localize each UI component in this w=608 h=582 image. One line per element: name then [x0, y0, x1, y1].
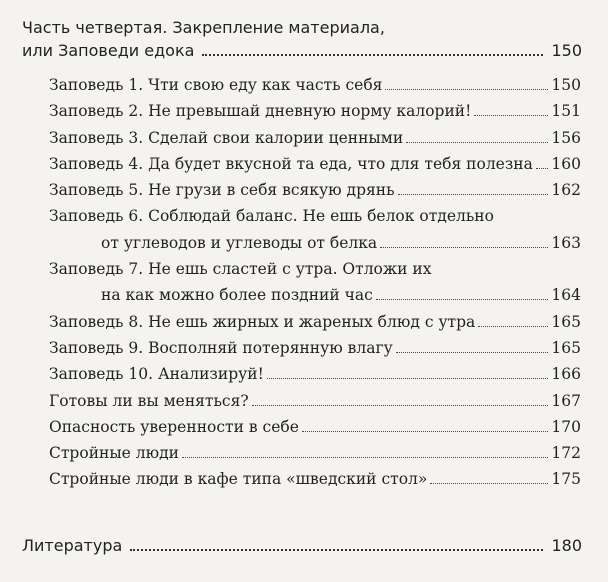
toc-entry-page-number: 172 — [551, 444, 581, 463]
toc-entry-row — [49, 440, 581, 466]
dot-leader — [202, 54, 543, 56]
toc-entry-text: Заповедь 10. Анализируй! — [49, 365, 264, 384]
toc-entry — [49, 256, 581, 309]
toc-entry — [49, 203, 581, 256]
toc-entry-row — [49, 125, 581, 151]
toc-entry-row — [49, 309, 581, 335]
dot-leader — [430, 483, 548, 484]
toc-entry-text: Заповедь 7. Не ешь сластей с утра. Отложи их — [49, 260, 432, 279]
part-title-row — [22, 39, 582, 62]
toc-entry-text: Стройные люди — [49, 444, 180, 463]
toc-entry-text: Заповедь 8. Не ешь жирных и жареных блюд с утра — [49, 312, 476, 331]
toc-entry — [49, 440, 581, 466]
toc-entry-text: Заповедь 1. Чти свою еду как часть себя — [49, 76, 383, 94]
part-title-line1: Часть четвертая. Закрепление материала, — [22, 18, 385, 37]
dot-leader — [406, 142, 548, 143]
toc-entry-page-number: 160 — [551, 154, 581, 173]
toc-entry-page-number: 165 — [551, 338, 581, 357]
toc-entry-page-number: 163 — [551, 233, 581, 252]
toc-entry — [49, 151, 581, 177]
toc-entry-row — [49, 388, 581, 414]
toc-entry-text: Заповедь 4. Да будет вкусной та еда, что для тебя полезна — [49, 154, 533, 173]
toc-entry — [49, 125, 581, 151]
dot-leader — [380, 247, 548, 248]
toc-entry-row — [49, 151, 581, 177]
dot-leader — [252, 405, 549, 406]
toc-entry-page-number: 175 — [551, 470, 581, 489]
toc-entry — [49, 177, 581, 203]
toc-entry-text: Готовы ли вы меняться? — [49, 391, 249, 410]
toc-entry-row — [49, 335, 581, 361]
toc-entry-page-number: 166 — [551, 365, 581, 384]
dot-leader — [536, 168, 549, 169]
toc-entry — [49, 309, 581, 335]
toc-entry-row — [49, 230, 581, 256]
toc-entry-page-number: 162 — [551, 181, 581, 200]
dot-leader — [385, 89, 548, 90]
toc-entry-text: Опасность уверенности в себе — [49, 417, 299, 436]
part-title-line2: или Заповеди едока — [22, 41, 195, 60]
toc-entry-text: Заповедь 3. Сделай свои калории ценными — [49, 128, 404, 147]
toc-entry-text: на как можно более поздний час — [101, 286, 373, 305]
toc-entries — [49, 72, 581, 493]
toc-entry-text: Заповедь 6. Соблюдай баланс. Не ешь белок отдельно — [49, 207, 494, 226]
literature-title: Литература — [22, 536, 123, 555]
toc-entry-text: Стройные люди в кафе типа «шведский стол» — [49, 470, 428, 489]
dot-leader — [474, 115, 548, 116]
dot-leader — [182, 457, 548, 458]
toc-entry-page-number: 170 — [551, 417, 581, 436]
toc-entry — [49, 414, 581, 440]
toc-entry — [49, 335, 581, 361]
toc-entry-text: от углеводов и углеводы от белка — [101, 233, 378, 252]
toc-entry-row — [49, 414, 581, 440]
dot-leader — [130, 549, 543, 551]
toc-entry-text: Заповедь 2. Не превышай дневную норму калорий! — [49, 102, 472, 121]
literature-page-number: 180 — [551, 536, 582, 555]
dot-leader — [302, 431, 549, 432]
toc-entry-page-number: 150 — [551, 76, 581, 94]
toc-entry-row — [49, 98, 581, 124]
toc-entry-text: Заповедь 9. Восполняй потерянную влагу — [49, 338, 393, 357]
toc-entry-row — [49, 466, 581, 492]
toc-entry-page-number: 167 — [551, 391, 581, 410]
toc-entry — [49, 72, 581, 98]
literature-row — [22, 536, 582, 555]
toc-entry-text: Заповедь 5. Не грузи в себя всякую дрянь — [49, 181, 395, 200]
toc-entry-page-number: 151 — [551, 102, 581, 121]
dot-leader — [478, 326, 548, 327]
toc-entry-row — [49, 361, 581, 387]
part-heading — [22, 16, 582, 62]
dot-leader — [376, 299, 549, 300]
toc-entry-row — [49, 72, 581, 98]
dot-leader — [398, 194, 549, 195]
part-page-number: 150 — [551, 41, 582, 60]
toc-entry-row — [49, 282, 581, 308]
toc-entry-page-number: 164 — [551, 286, 581, 305]
toc-entry — [49, 388, 581, 414]
toc-entry-page-number: 156 — [551, 128, 581, 147]
toc-entry — [49, 466, 581, 492]
dot-leader — [267, 378, 549, 379]
toc-entry — [49, 98, 581, 124]
dot-leader — [396, 352, 549, 353]
toc-entry-page-number: 165 — [551, 312, 581, 331]
toc-entry — [49, 361, 581, 387]
toc-entry-row — [49, 177, 581, 203]
